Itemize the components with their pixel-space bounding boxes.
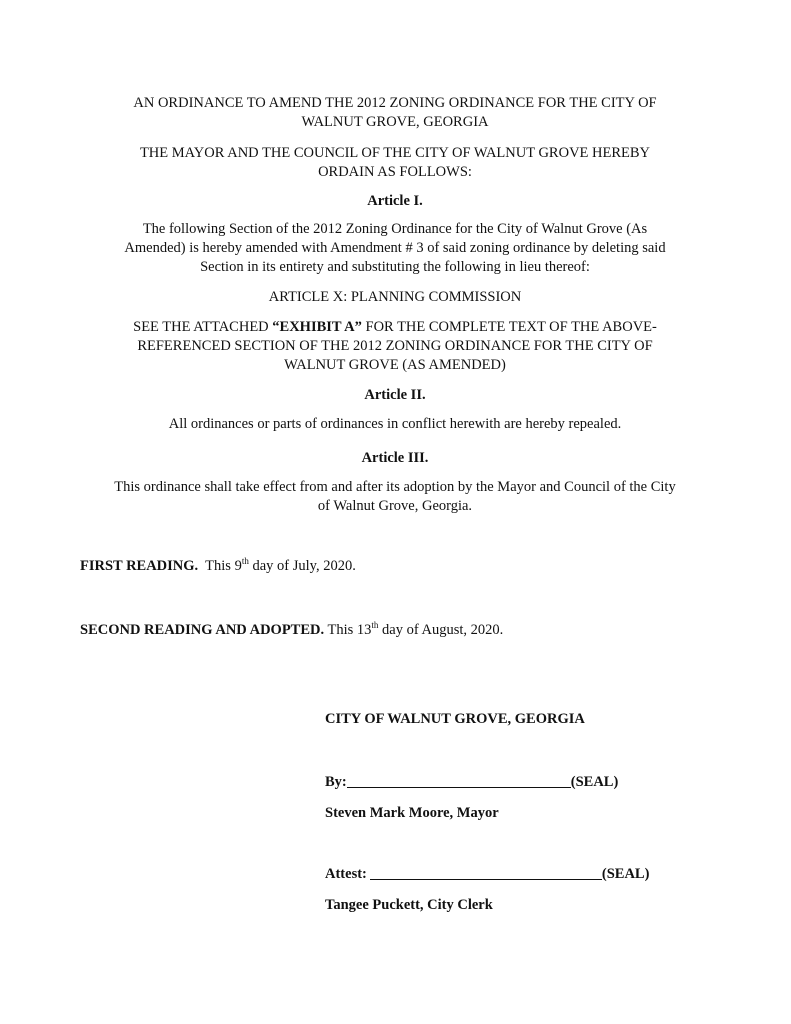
second-reading-label: SECOND READING AND ADOPTED.: [80, 622, 325, 638]
preamble: [80, 144, 710, 182]
clerk-name: Tangee Puckett, City Clerk: [325, 897, 493, 913]
article-2-heading: Article II.: [364, 387, 426, 403]
first-reading-label: FIRST READING.: [80, 558, 199, 574]
exhibit-line-2: REFERENCED SECTION OF THE 2012 ZONING ORDINANCE FOR THE CITY OF: [137, 338, 653, 354]
preamble-line-2: ORDAIN AS FOLLOWS:: [318, 164, 472, 180]
exhibit-post: FOR THE COMPLETE TEXT OF THE ABOVE-: [361, 319, 657, 335]
seal-2: (SEAL): [601, 866, 650, 882]
mayor-signature-row: [325, 773, 618, 792]
article-1-body: [80, 220, 710, 277]
article-3-body: [80, 478, 710, 516]
second-reading-sup: th: [371, 620, 379, 630]
first-reading: [80, 557, 356, 576]
document-title: [80, 94, 710, 132]
first-reading-pre: This 9: [198, 558, 242, 574]
second-reading-post: day of August, 2020.: [378, 622, 504, 638]
title-line-1: AN ORDINANCE TO AMEND THE 2012 ZONING ORDINANCE FOR THE CITY OF: [133, 95, 657, 111]
mayor-name: Steven Mark Moore, Mayor: [325, 805, 499, 821]
article-1-line-3: Section in its entirety and substituting the following in lieu thereof:: [200, 259, 590, 275]
attest-signature-row: [325, 865, 649, 884]
preamble-line-1: THE MAYOR AND THE COUNCIL OF THE CITY OF WALNUT GROVE HEREBY: [139, 145, 651, 161]
second-reading-pre: This 13: [324, 622, 372, 638]
article-3-line-2: of Walnut Grove, Georgia.: [317, 498, 473, 514]
exhibit-line-3: WALNUT GROVE (AS AMENDED): [284, 357, 506, 373]
article-3-heading: Article III.: [361, 450, 429, 466]
article-1-line-1: The following Section of the 2012 Zoning Ordinance for the City of Walnut Grove (As: [142, 221, 648, 237]
article-2-text: All ordinances or parts of ordinances in conflict herewith are hereby repealed.: [168, 416, 622, 432]
exhibit-a-label: “EXHIBIT A”: [272, 319, 362, 335]
exhibit-pre: SEE THE ATTACHED: [133, 319, 273, 335]
first-reading-sup: th: [241, 556, 249, 566]
exhibit-line-1: [80, 318, 710, 337]
attest-signature-line: [370, 865, 602, 880]
section-title: ARTICLE X: PLANNING COMMISSION: [268, 289, 522, 305]
article-1-heading: Article I.: [367, 193, 423, 209]
exhibit-reference: [80, 318, 710, 375]
seal-1: (SEAL): [570, 774, 619, 790]
attest-label: Attest:: [325, 866, 367, 882]
first-reading-post: day of July, 2020.: [248, 558, 356, 574]
by-label: By:: [325, 774, 347, 790]
mayor-signature-line: [347, 773, 571, 788]
second-reading: [80, 621, 503, 640]
article-3-line-1: This ordinance shall take effect from and after its adoption by the Mayor and Council of the City: [114, 479, 676, 495]
city-name: CITY OF WALNUT GROVE, GEORGIA: [325, 711, 585, 727]
title-line-2: WALNUT GROVE, GEORGIA: [301, 114, 489, 130]
article-1-line-2: Amended) is hereby amended with Amendment # 3 of said zoning ordinance by deleting said: [124, 240, 666, 256]
